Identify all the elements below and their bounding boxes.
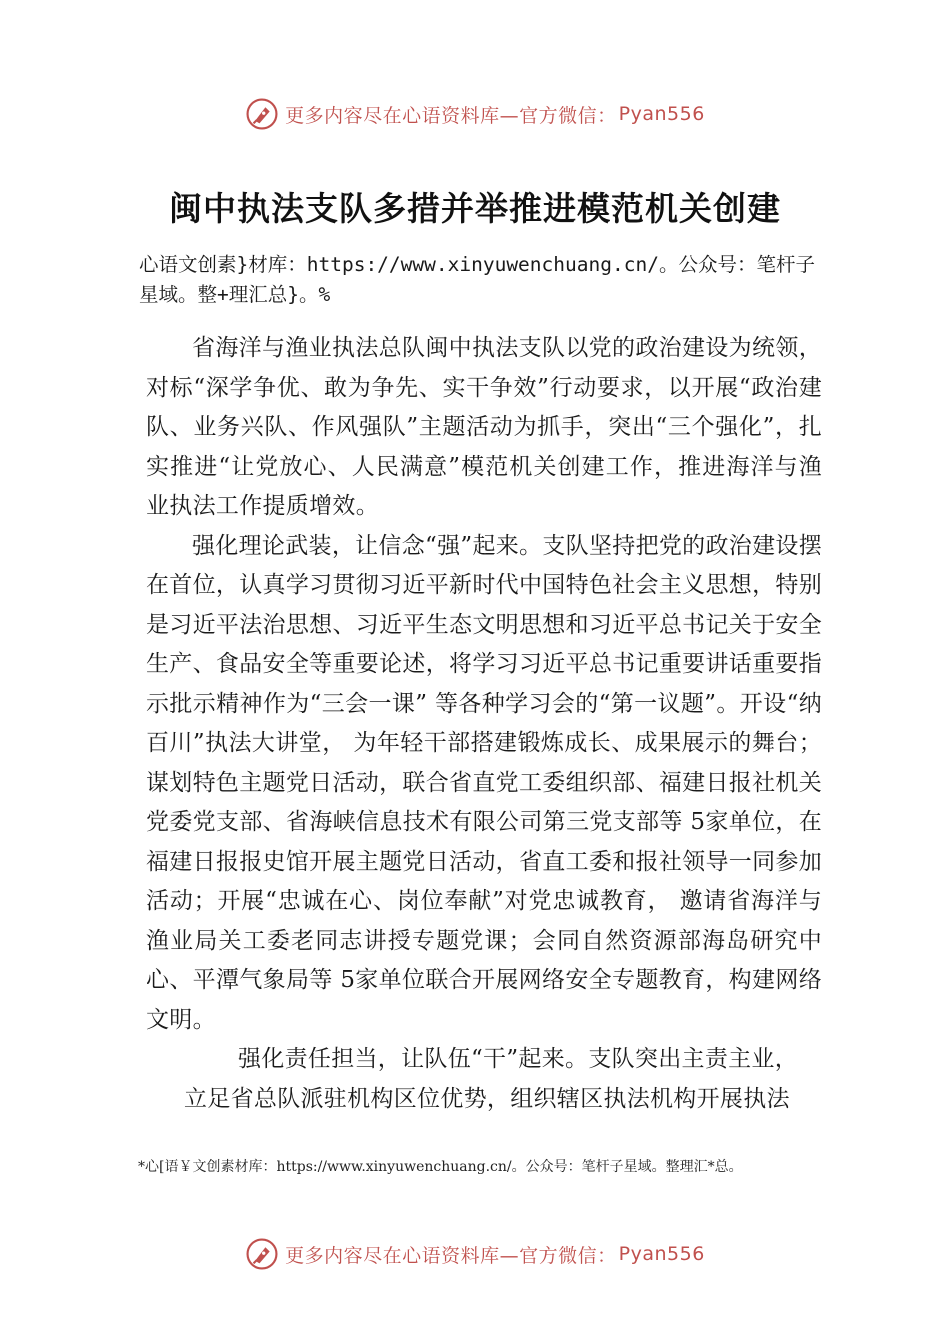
paragraph-theory: 强化理论武装，让信念“强”起来。支队坚持把党的政治建设摆在首位，认真学习贯彻习近平新时代中国特色社会主义思想，特别是习近平法治思想、习近平生态文明思想和习近平总书记关于安全生产、食品安全等重要论述，将学习习近平总书记重要讲话重要指示批示精神作为“三会一课” 等各种学习会的“第一议题”。开设“纳百川”执法大讲堂， 为年轻干部搭建锻炼成长、成果展示的舞台；谋划特色主题党日活动，联合省直党工委组织部、福建日报社机关党委党支部、省海峡信息技术有限公司第三党支部等 5家单位，在福建日报报史馆开展主题党日活动，省直工委和报社领导一同参加活动；开展“忠诚在心、岗位奉献”对党忠诚教育， 邀请省海洋与渔业局关工委老同志讲授专题党课；会同自然资源部海岛研究中心、平潭气象局等 5家单位联合开展网络安全专题教育，构建网络文明。 [146, 532, 822, 1033]
wechat-id: Pyan556 [618, 103, 705, 125]
page-title: 闽中执法支队多措并举推进模范机关创建 [169, 189, 781, 228]
pen-nib-logo-icon [245, 97, 279, 131]
document-body [146, 329, 822, 1119]
footnote: *心[语￥文创素材库：https://www.xinyuwenchuang.cn/。公众号：笔杆子星域。整理汇*总。 [138, 1159, 743, 1175]
pen-nib-logo-icon [245, 1237, 279, 1271]
paragraph-responsibility: 强化责任担当，让队伍“干”起来。支队突出主责主业， [238, 1046, 799, 1072]
wechat-id: Pyan556 [618, 1243, 705, 1265]
footer-banner [0, 1232, 950, 1276]
banner-text: 更多内容尽在心语资料库—官方微信： [285, 104, 617, 127]
source-line: 心语文创素}材库：https://www.xinyuwenchuang.cn/。公众号：笔杆子星域。整+理汇总}。% [139, 253, 815, 306]
paragraph-continuation: 立足省总队派驻机构区位优势，组织辖区执法机构开展执法 [184, 1085, 790, 1112]
paragraph-intro: 省海洋与渔业执法总队闽中执法支队以党的政治建设为统领，对标“深学争优、敢为争先、实干争效”行动要求，以开展“政治建队、业务兴队、作风强队”主题活动为抓手，突出“三个强化”，扎实推进“让党放心、人民满意”模范机关创建工作，推进海洋与渔业执法工作提质增效。 [146, 335, 822, 519]
header-banner [0, 92, 950, 136]
banner-text: 更多内容尽在心语资料库—官方微信： [285, 1244, 617, 1267]
